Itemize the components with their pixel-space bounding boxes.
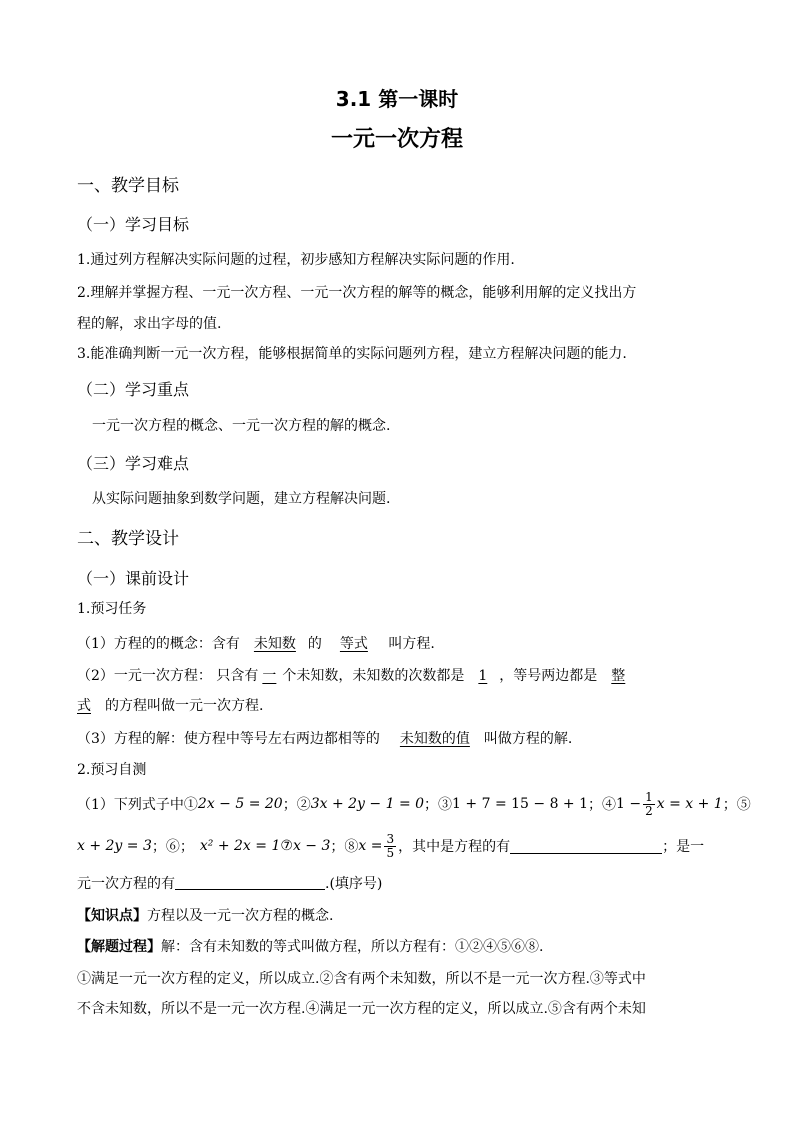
preview-task-label: 1.预习任务 xyxy=(77,601,147,617)
section-heading-goals: 一、教学目标 xyxy=(77,176,179,196)
goal-item-1: 1.通过列方程解决实际问题的过程，初步感知方程解决实际问题的作用. xyxy=(77,252,515,268)
expr-2: 3x + 2y − 1 = 0 xyxy=(310,796,425,812)
answer-blank-equations xyxy=(510,839,662,854)
answer-blank-linear xyxy=(175,875,325,890)
expr-8: x = xyxy=(358,838,383,854)
goal-item-2: 2.理解并掌握方程、一元一次方程、一元一次方程的解等的概念，能够利用解的定义找出方 xyxy=(77,285,637,301)
answer-polynomial-1: 整 xyxy=(611,668,626,684)
subheading-learning-goals: （一）学习目标 xyxy=(77,215,190,234)
goal-item-2-cont: 程的解，求出字母的值. xyxy=(77,316,222,332)
problem-1-line-2: x + 2y = 3 ；⑥； x² + 2x = 1 ⑦ x − 3 ；⑧ x = $\frac{3}{5}$ ，其中是方程的有 ；是一 xyxy=(77,831,705,860)
expr-4-a: 1 − xyxy=(616,796,642,812)
section-heading-design: 二、教学设计 xyxy=(77,529,179,549)
expr-6: x² + 2x = 1 xyxy=(199,838,281,854)
expr-3: 1 + 7 = 15 − 8 + 1 xyxy=(452,796,589,812)
subheading-preclass: （一）课前设计 xyxy=(77,569,190,588)
difficulties-text: 从实际问题抽象到数学问题，建立方程解决问题. xyxy=(92,491,391,507)
expr-7: x − 3 xyxy=(292,838,331,854)
answer-equation: 等式 xyxy=(339,636,368,652)
expr-1: 2x − 5 = 20 xyxy=(197,796,283,812)
problem-1-line-3: 元一次方程的有 .(填序号) xyxy=(77,876,383,892)
lesson-number: 3.1 第一课时 xyxy=(335,87,459,111)
answer-polynomial-2: 式 xyxy=(77,698,91,714)
lesson-title: 一元一次方程 xyxy=(330,127,463,152)
goal-item-3: 3.能准确判断一元一次方程，能够根据简单的实际问题列方程，建立方程解决问题的能力. xyxy=(77,346,627,362)
answer-one: 一 xyxy=(262,668,277,684)
solution-line-3: 不含未知数，所以不是一元一次方程.④满足一元一次方程的定义，所以成立.⑤含有两个未知 xyxy=(77,1001,646,1017)
answer-degree: 1 xyxy=(478,668,488,684)
question-2-cont: 式 的方程叫做一元一次方程. xyxy=(77,698,264,714)
knowledge-point: 【知识点】方程以及一元一次方程的概念. xyxy=(77,908,334,924)
answer-unknown: 未知数 xyxy=(253,636,296,652)
subheading-key-points: （二）学习重点 xyxy=(77,380,190,399)
fraction-three-fifths: $\frac{3}{5}$ xyxy=(386,831,395,860)
solution-process: 【解题过程】解：含有未知数的等式叫做方程，所以方程有：①②④⑤⑥⑧. xyxy=(77,939,544,955)
solution-line-2: ①满足一元一次方程的定义，所以成立.②含有两个未知数，所以不是一元一次方程.③等式中 xyxy=(77,971,646,987)
expr-4-b: x = x + 1 xyxy=(656,796,723,812)
question-3: （3）方程的解：使方程中等号左右两边都相等的 未知数的值 叫做方程的解. xyxy=(77,731,573,747)
problem-1-line-1: （1）下列式子中① 2x − 5 = 20 ；② 3x + 2y − 1 = 0 ；③ 1 + 7 = 15 − 8 + 1 ；④ 1 − $\frac{1}{2}$ x = x + 1 ；⑤ xyxy=(77,789,751,818)
answer-unknown-value: 未知数的值 xyxy=(399,731,470,747)
question-1: （1）方程的的概念：含有 未知数 的 等式 叫方程. xyxy=(77,636,435,652)
question-2: （2）一元一次方程： 只含有 一 个未知数，未知数的次数都是 1 ，等号两边都是 整 xyxy=(77,668,626,684)
key-points-text: 一元一次方程的概念、一元一次方程的解的概念. xyxy=(92,418,391,434)
subheading-difficulties: （三）学习难点 xyxy=(77,454,190,473)
expr-5: x + 2y = 3 xyxy=(77,838,152,854)
self-test-label: 2.预习自测 xyxy=(77,762,147,778)
fraction-one-half: $\frac{1}{2}$ xyxy=(645,789,653,818)
